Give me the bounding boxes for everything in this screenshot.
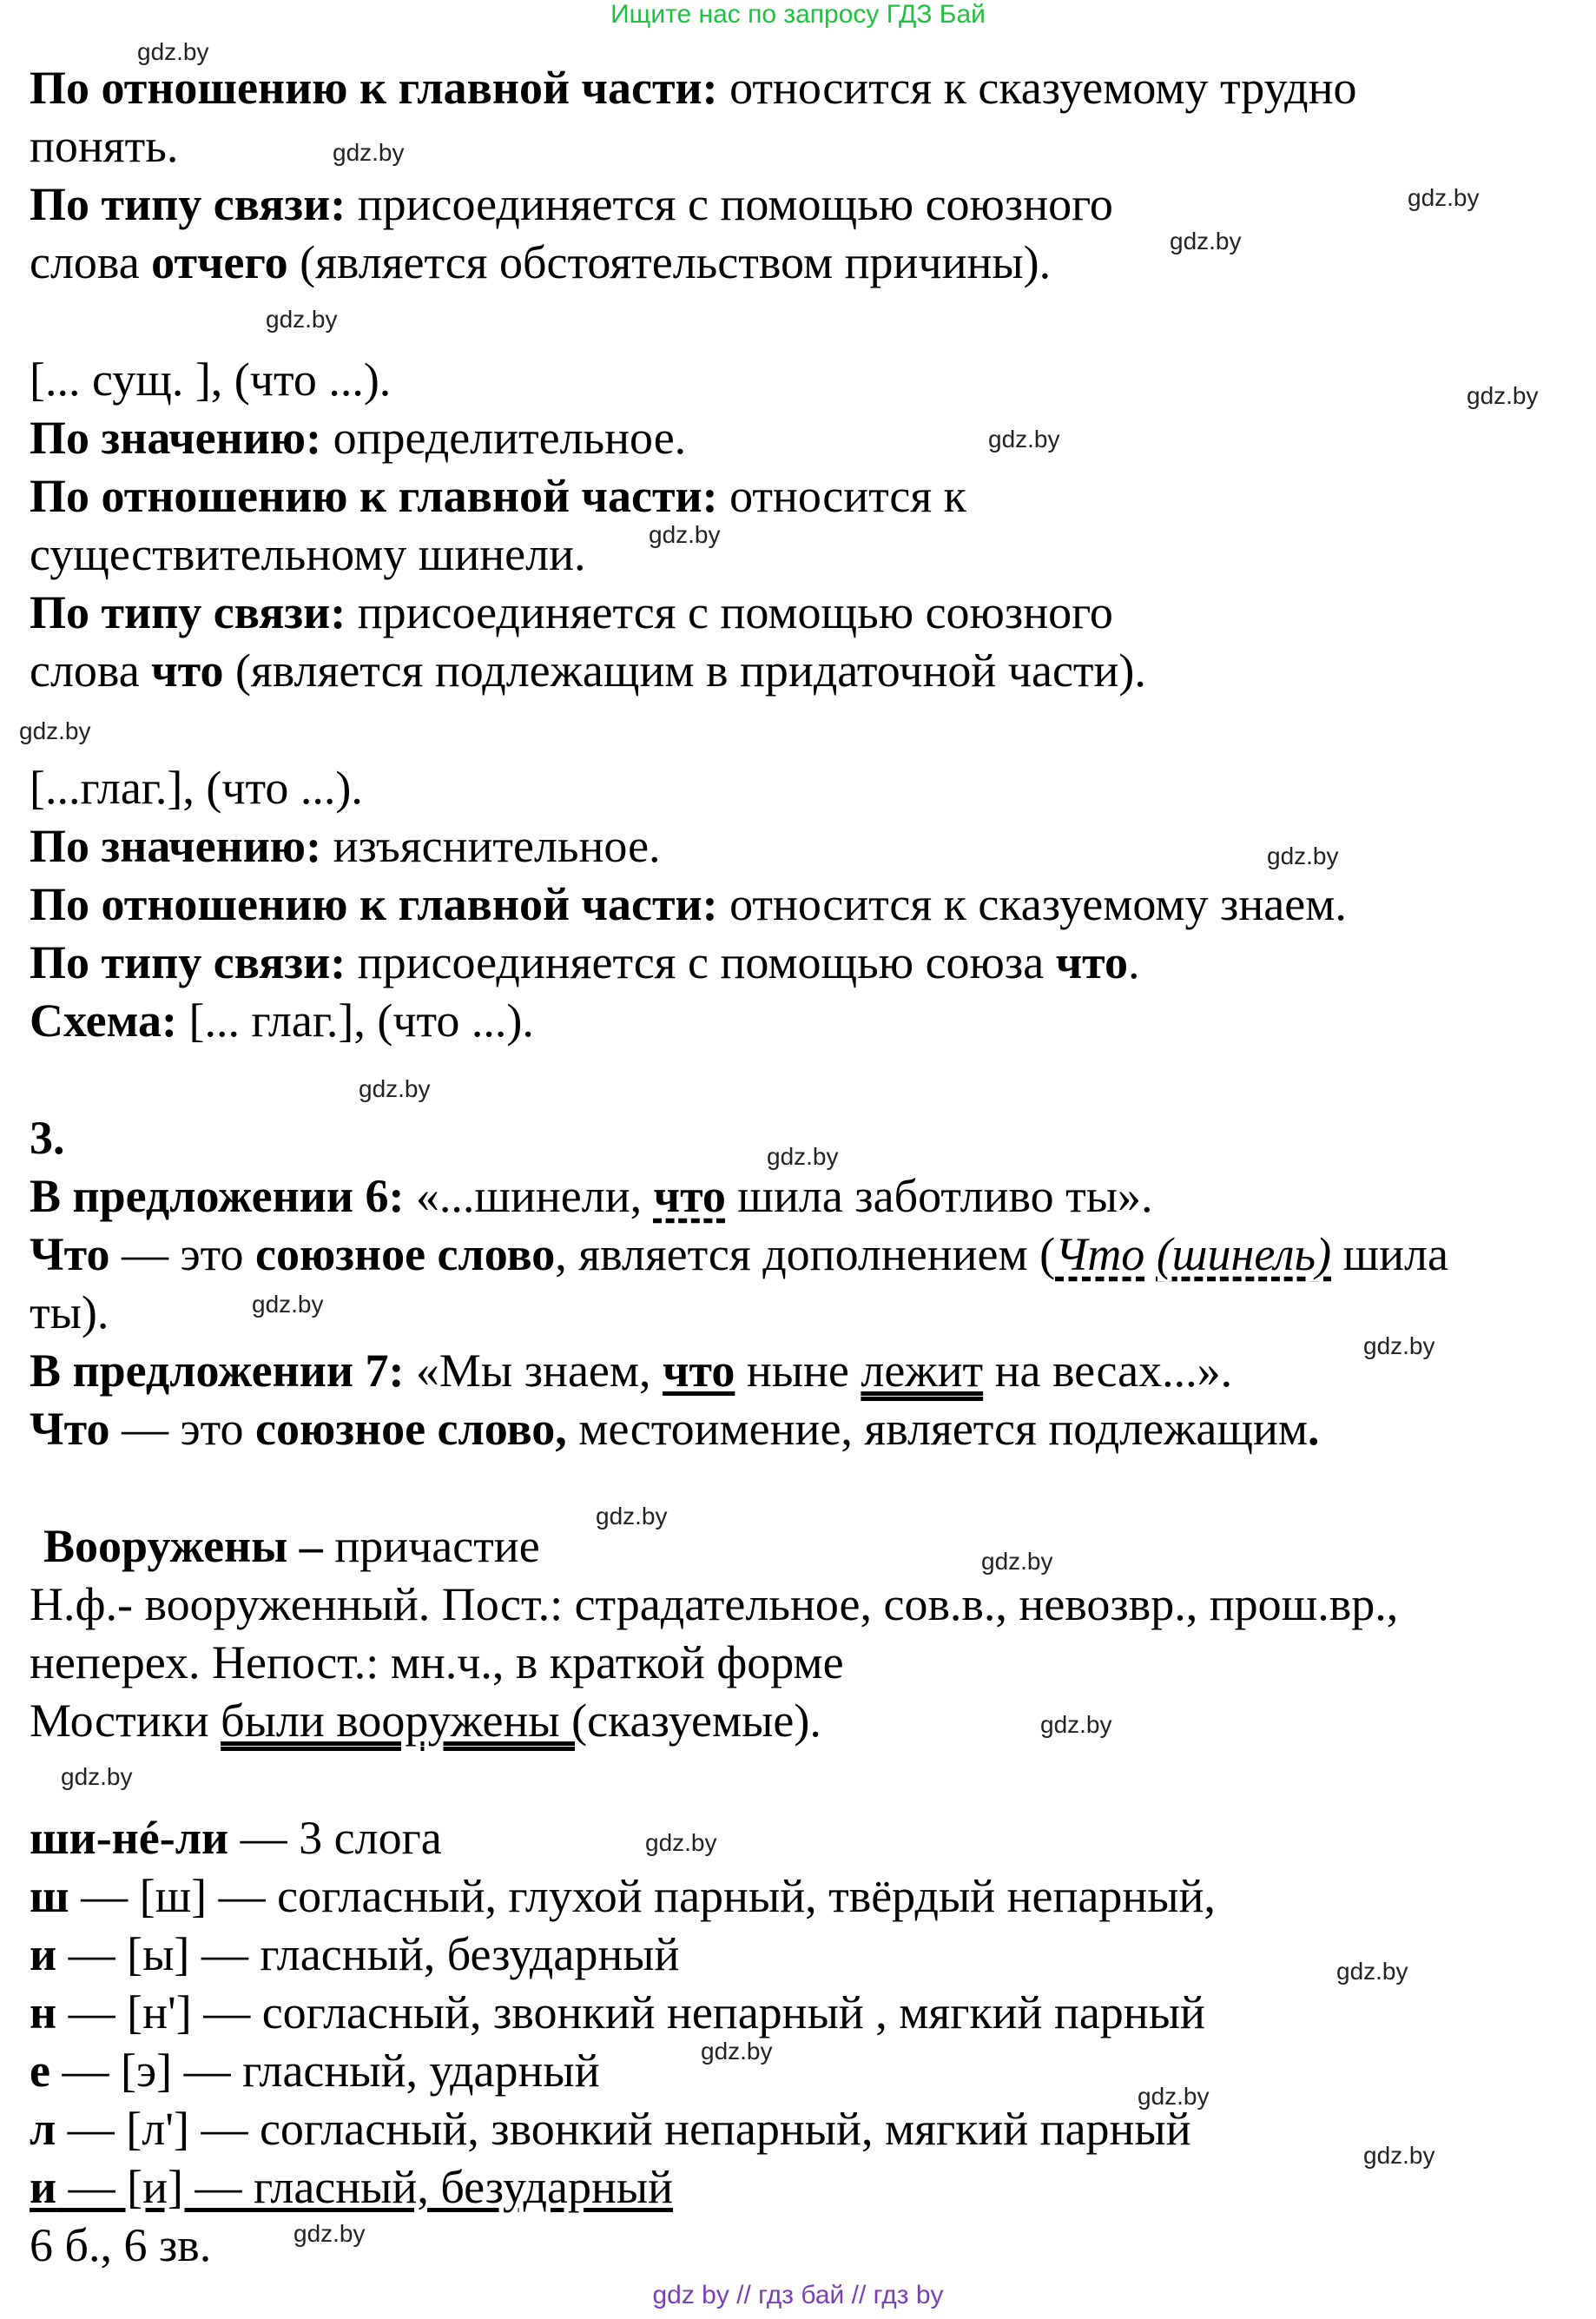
- watermark: gdz.by: [988, 426, 1060, 453]
- term-label: По отношению к главной части:: [30, 470, 718, 522]
- key-word: что: [1055, 936, 1128, 988]
- term-label: По типу связи:: [30, 936, 346, 988]
- text-line: [30, 1167, 1152, 1225]
- text-line: [30, 817, 661, 875]
- term-label: По отношению к главной части:: [30, 878, 718, 930]
- text-line: [30, 467, 966, 525]
- watermark: gdz.by: [1267, 842, 1339, 869]
- line-text: относится к сказуемому трудно: [717, 62, 1357, 114]
- phonetic-row: [30, 1926, 679, 1983]
- text-line: ты).: [30, 1286, 109, 1338]
- line-text: «Мы знаем,: [404, 1344, 663, 1397]
- watermark: gdz.by: [137, 38, 209, 65]
- key-word: что: [653, 1170, 726, 1222]
- watermark: gdz.by: [981, 1548, 1053, 1575]
- line-text: местоимение, является подлежащим: [566, 1403, 1309, 1455]
- line-text: (является обстоятельством причины).: [287, 236, 1052, 288]
- line-text: причастие: [322, 1520, 540, 1572]
- line-text: относится к сказуемому знаем.: [717, 878, 1347, 930]
- predicate-word: были вооружены (: [221, 1695, 588, 1747]
- text-line: [30, 409, 686, 466]
- text-line: [30, 1400, 1320, 1457]
- term-label: По типу связи:: [30, 586, 346, 638]
- line-text: шила: [1331, 1228, 1448, 1280]
- text-line: [30, 992, 534, 1049]
- watermark: gdz.by: [61, 1763, 133, 1790]
- italic-word: (шинель): [1156, 1228, 1332, 1280]
- term-label: В предложении 6:: [30, 1170, 405, 1222]
- letter: и: [30, 2161, 57, 2213]
- phonetic-row: [30, 2100, 1191, 2157]
- line-text: — [ы] — гласный, безударный: [56, 1928, 680, 1980]
- phonetic-row: [30, 1984, 1205, 2041]
- scheme-line: [...глаг.], (что ...).: [30, 762, 363, 814]
- section-number: [30, 1109, 65, 1166]
- line-text: сказуемые).: [587, 1695, 821, 1747]
- line-text: [... глаг.], (что ...).: [177, 994, 534, 1047]
- text-line: [30, 234, 1051, 291]
- text-line: [30, 175, 1113, 233]
- watermark: gdz.by: [645, 1829, 717, 1856]
- line-text: — [н'] — согласный, звонкий непарный , мягкий парный: [56, 1986, 1205, 2038]
- text-line: [30, 875, 1347, 933]
- line-text: изъяснительное.: [321, 820, 661, 872]
- text-line: 6 б., 6 зв.: [30, 2219, 212, 2271]
- phonetic-row: [30, 1867, 1216, 1925]
- line-text: .: [1308, 1403, 1320, 1455]
- term-label: В предложении 7:: [30, 1344, 405, 1397]
- text-line: понять.: [30, 120, 179, 172]
- line-text: ныне: [735, 1344, 861, 1397]
- line-text: «...шинели,: [404, 1170, 654, 1222]
- line-text: Мостики: [30, 1695, 221, 1747]
- key-word: что: [151, 644, 224, 697]
- key-word: что: [663, 1344, 735, 1397]
- text-line: [30, 1226, 1448, 1283]
- letter: н: [30, 1986, 57, 2038]
- letter: е: [30, 2045, 50, 2097]
- term-label: По значению:: [30, 412, 322, 464]
- line-text: (является подлежащим в придаточной части).: [223, 644, 1146, 697]
- site-header-banner: Ищите нас по запросу ГДЗ Бай: [610, 0, 986, 29]
- line-text: слова: [30, 236, 152, 288]
- text-line: [30, 934, 1139, 991]
- watermark: gdz.by: [1363, 1332, 1435, 1359]
- site-footer: gdz by // гдз бай // гдз by: [652, 2281, 944, 2309]
- line-text: на весах...».: [983, 1344, 1233, 1397]
- key-word: Что: [30, 1228, 110, 1280]
- watermark: gdz.by: [1138, 2083, 1210, 2110]
- italic-word: Что: [1055, 1228, 1145, 1280]
- text-line: неперех. Непост.: мн.ч., в краткой форме: [30, 1636, 844, 1688]
- line-text: относится к: [717, 470, 966, 522]
- watermark: gdz.by: [596, 1503, 668, 1529]
- line-text: присоединяется с помощью союзного: [346, 178, 1113, 230]
- watermark: gdz.by: [1363, 2142, 1435, 2169]
- watermark: gdz.by: [252, 1291, 324, 1318]
- predicate-word: лежит: [861, 1344, 984, 1397]
- key-word: Вооружены –: [43, 1520, 323, 1572]
- phonetic-row: [30, 2158, 673, 2216]
- text-line: [30, 584, 1113, 641]
- watermark: gdz.by: [701, 2038, 773, 2065]
- text-line: Н.ф.- вооруженный. Пост.: страдательное, сов.в., невозвр., прош.вр.,: [30, 1578, 1399, 1630]
- watermark: gdz.by: [1467, 382, 1539, 409]
- text-line: [30, 59, 1357, 116]
- key-word: ши-нé-ли: [30, 1812, 229, 1864]
- scheme-line: [... сущ. ], (что ...).: [30, 353, 392, 406]
- text-line: [30, 642, 1146, 699]
- line-text: определительное.: [321, 412, 687, 464]
- line-text: — [ш] — согласный, глухой парный, твёрдый непарный,: [69, 1870, 1216, 1922]
- phonetic-row: [30, 2042, 600, 2099]
- letter: л: [30, 2103, 56, 2155]
- watermark: gdz.by: [359, 1075, 431, 1102]
- text-line: [30, 1342, 1232, 1399]
- key-word: Что: [30, 1403, 110, 1455]
- text-line: [30, 1809, 442, 1866]
- letter: и: [30, 1928, 57, 1980]
- term: союзное слово: [255, 1228, 556, 1280]
- text-line: существительному шинели.: [30, 528, 586, 580]
- line-text: — [э] — гласный, ударный: [49, 2045, 600, 2097]
- term: союзное слово,: [255, 1403, 567, 1455]
- line-text: присоединяется с помощью союза: [346, 936, 1056, 988]
- line-text: — 3 слога: [228, 1812, 442, 1864]
- watermark: gdz.by: [649, 521, 721, 548]
- line-text: — это: [109, 1403, 256, 1455]
- text-line: [43, 1517, 540, 1575]
- watermark: gdz.by: [293, 2220, 366, 2247]
- term-label: По отношению к главной части:: [30, 62, 718, 114]
- text-line: [30, 1692, 821, 1749]
- section-number-text: 3.: [30, 1112, 65, 1164]
- watermark: gdz.by: [266, 306, 338, 333]
- term-label: По типу связи:: [30, 178, 346, 230]
- line-text: , является дополнением (: [555, 1228, 1056, 1280]
- watermark: gdz.by: [333, 139, 405, 166]
- line-text: — это: [109, 1228, 256, 1280]
- line-text: .: [1127, 936, 1140, 988]
- term-label: Схема:: [30, 994, 178, 1047]
- watermark: gdz.by: [767, 1143, 839, 1170]
- line-text: шила заботливо ты».: [725, 1170, 1153, 1222]
- line-text: — [и] — гласный, безударный: [56, 2161, 674, 2213]
- line-text: слова: [30, 644, 152, 697]
- key-word: отчего: [151, 236, 288, 288]
- line-text: присоединяется с помощью союзного: [346, 586, 1113, 638]
- line-text: — [л'] — согласный, звонкий непарный, мягкий парный: [56, 2103, 1191, 2155]
- watermark: gdz.by: [1170, 228, 1242, 254]
- watermark: gdz.by: [1408, 184, 1480, 211]
- watermark: gdz.by: [1336, 1958, 1408, 1985]
- term-label: По значению:: [30, 820, 322, 872]
- letter: ш: [30, 1870, 69, 1922]
- watermark: gdz.by: [1040, 1711, 1112, 1738]
- watermark: gdz.by: [19, 717, 91, 744]
